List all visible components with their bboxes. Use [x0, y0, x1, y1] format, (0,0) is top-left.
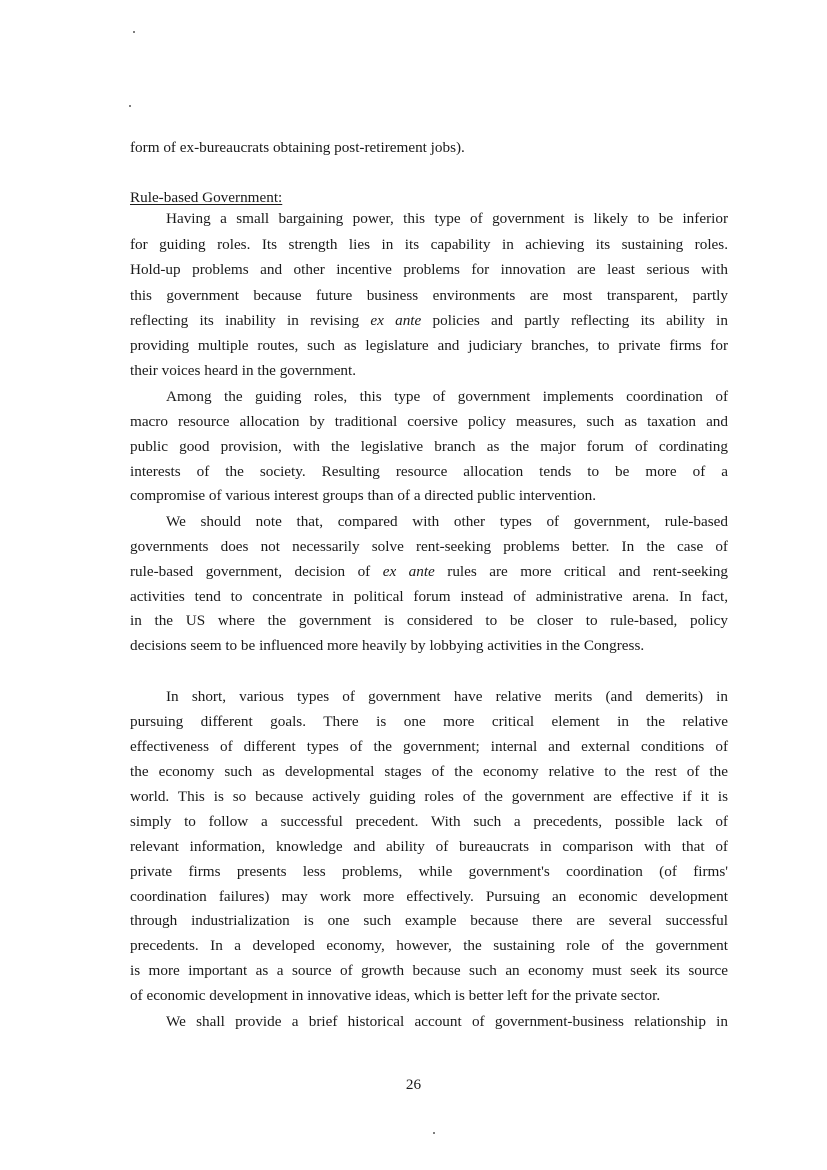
- text-line: pursuing different goals. There is one more critical element in the relative: [130, 713, 728, 730]
- text-line: coordination failures) may work more effectively. Pursuing an economic development: [130, 888, 728, 905]
- text-line: form of ex-bureaucrats obtaining post-retirement jobs).: [130, 139, 465, 156]
- text-line: private firms presents less problems, while government's coordination (of firms': [130, 863, 728, 880]
- page-number: 26: [405, 1076, 422, 1093]
- text-line: this government because future business environments are most transparent, partly: [130, 287, 728, 304]
- text-line: reflecting its inability in revising ex ante policies and partly reflecting its ability in: [130, 312, 728, 329]
- text-line: In short, various types of government have relative merits (and demerits) in: [166, 688, 728, 705]
- text-line: is more important as a source of growth because such an economy must seek its source: [130, 962, 728, 979]
- text-line: world. This is so because actively guiding roles of the government are effective if it is: [130, 788, 728, 805]
- text-line: the economy such as developmental stages of the economy relative to the rest of the: [130, 763, 728, 780]
- text-line: governments does not necessarily solve rent-seeking problems better. In the case of: [130, 538, 728, 555]
- text-line: We should note that, compared with other types of government, rule-based: [166, 513, 728, 530]
- text-line: compromise of various interest groups than of a directed public intervention.: [130, 487, 597, 504]
- text-line: Hold-up problems and other incentive problems for innovation are least serious with: [130, 261, 728, 278]
- text-line: public good provision, with the legislative branch as the major forum of cordinating: [130, 438, 728, 455]
- text-line: relevant information, knowledge and ability of bureaucrats in comparison with that of: [130, 838, 728, 855]
- text-line: Having a small bargaining power, this type of government is likely to be inferior: [166, 210, 728, 227]
- text-line: effectiveness of different types of the government; internal and external conditions of: [130, 738, 728, 755]
- text-line: precedents. In a developed economy, however, the sustaining role of the government: [130, 937, 728, 954]
- text-line: We shall provide a brief historical account of government-business relationship in: [166, 1013, 728, 1030]
- text-line: for guiding roles. Its strength lies in its capability in achieving its sustaining roles.: [130, 236, 728, 253]
- text-line: Among the guiding roles, this type of government implements coordination of: [166, 388, 728, 405]
- scan-speck: [433, 1132, 435, 1134]
- text-line: their voices heard in the government.: [130, 362, 357, 379]
- text-line: decisions seem to be influenced more heavily by lobbying activities in the Congress.: [130, 637, 645, 654]
- scan-speck: [133, 31, 135, 33]
- text-line: simply to follow a successful precedent. With such a precedents, possible lack of: [130, 813, 728, 830]
- text-line: providing multiple routes, such as legislature and judiciary branches, to private firms for: [130, 337, 728, 354]
- text-line: in the US where the government is considered to be closer to rule-based, policy: [130, 612, 728, 629]
- section-heading: Rule-based Government:: [130, 189, 283, 206]
- text-line: of economic development in innovative ideas, which is better left for the private sector.: [130, 987, 661, 1004]
- text-line: activities tend to concentrate in political forum instead of administrative arena. In fact,: [130, 588, 728, 605]
- text-line: through industrialization is one such example because there are several successful: [130, 912, 728, 929]
- text-line: rule-based government, decision of ex ante rules are more critical and rent-seeking: [130, 563, 728, 580]
- text-line: interests of the society. Resulting resource allocation tends to be more of a: [130, 463, 728, 480]
- scan-speck: [129, 105, 131, 107]
- text-line: macro resource allocation by traditional coersive policy measures, such as taxation and: [130, 413, 728, 430]
